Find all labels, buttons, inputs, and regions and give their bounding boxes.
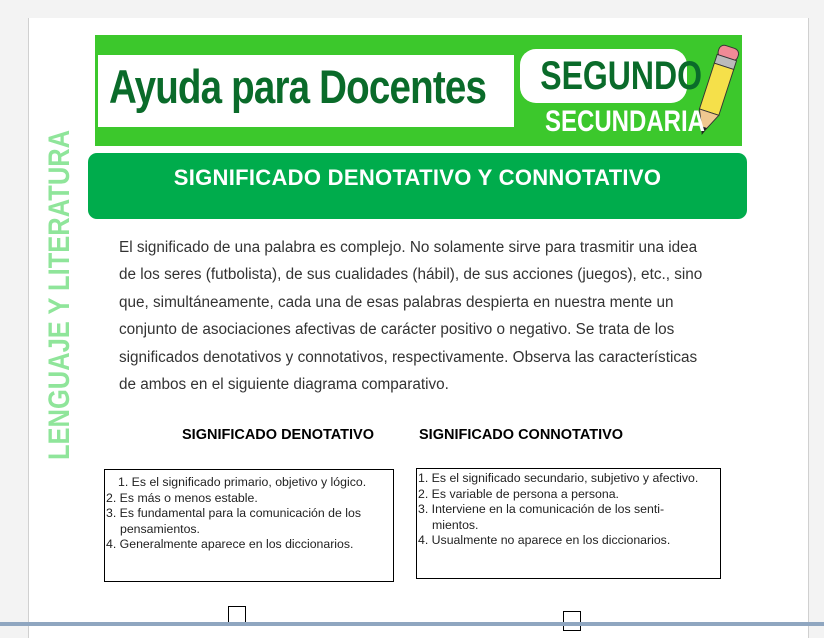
list-item: 1. Es el significado secundario, subjetivo y afectivo. [418,471,699,485]
denotativo-box [104,469,394,582]
grade-badge: SEGUNDO [520,49,687,103]
subject-label: LENGUAJE Y LITERATURA [43,129,76,461]
page-title: SIGNIFICADO DENOTATIVO Y CONNOTATIVO [173,165,662,190]
list-item: 1. Es el significado primario, objetivo y lógico. [118,475,367,489]
connotativo-heading: SIGNIFICADO CONNOTATIVO [419,427,624,443]
intro-paragraph: El significado de una palabra es complejo. No solamente sirve para trasmitir una idea de los seres (futbolista), de sus cualidades (hábil), de sus acciones (juegos), etc., sino que, simultáneamente, cada una de esas palabras despierta en nuestra mente un conjunto de asociaciones afectivas de carácter positivo o negativo. Se trata de los significados denotativos y connotativos, respectivamente. Observa las características de ambos en el siguiente diagrama comparativo. [119,239,703,394]
logo-text: Ayuda para Docentes [109,60,487,113]
list-item: 4. Generalmente aparece en los diccionarios. [106,537,354,551]
list-item: 2. Es variable de persona a persona. [418,486,619,501]
window-bottom-edge [0,622,824,626]
list-item: 4. Usualmente no aparece en los diccionarios. [418,533,671,547]
header-banner [95,35,742,146]
title-bar [88,153,747,219]
list-item: 3. Es fundamental para la comunicación de los pensamientos. [106,506,361,536]
connotativo-box [416,468,721,579]
diagram-box [563,611,581,631]
level-label: SECUNDARIA [545,105,706,138]
list-item: 2. Es más o menos estable. [106,490,258,505]
list-item: 3. Interviene en la comunicación de los senti-mientos. [418,502,665,532]
denotativo-heading: SIGNIFICADO DENOTATIVO [182,427,374,443]
